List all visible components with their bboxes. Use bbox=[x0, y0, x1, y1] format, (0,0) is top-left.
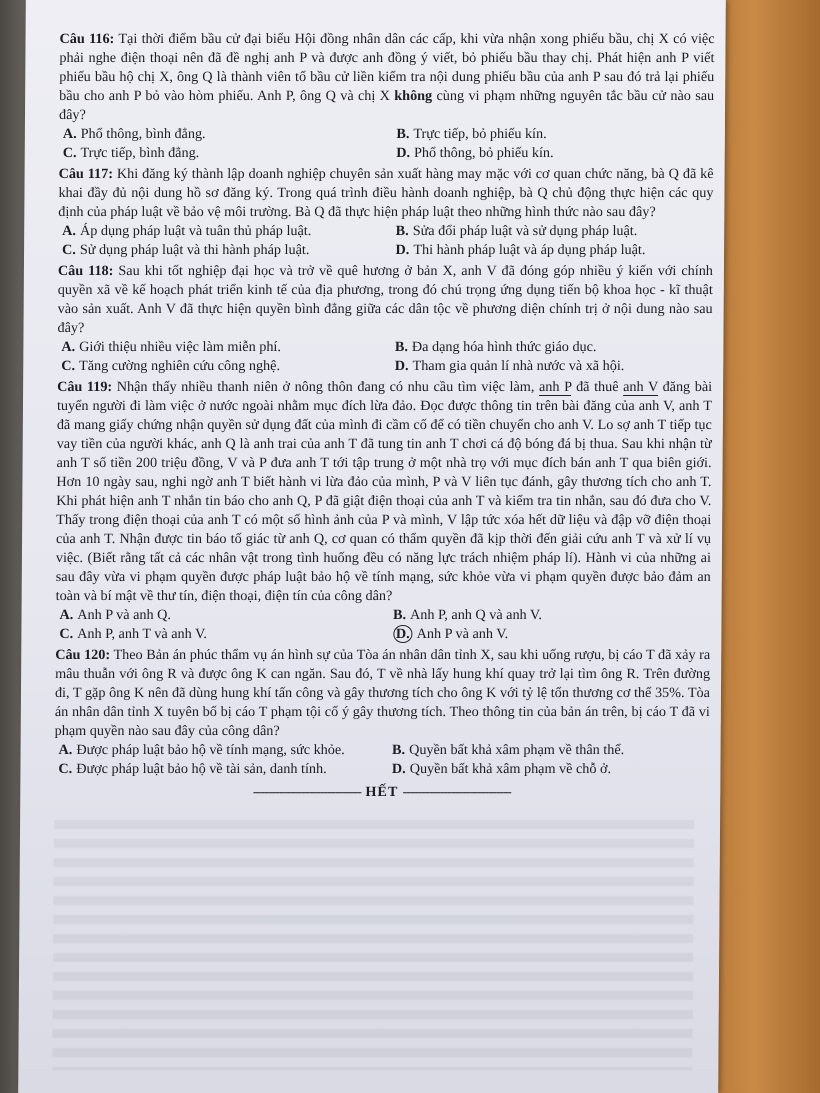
option-letter: C. bbox=[61, 358, 76, 374]
stem-text: Tại thời điểm bầu cử đại biểu Hội đồng nhân dân các cấp, khi vừa nhận xong phiếu bầu, chị X có việc phải nghe điện thoại nên đã đề nghị anh P và được anh đồng ý viết, bỏ phiếu bầu thay chị. Phát hiện anh P viết phiếu bầu hộ chị X, ông Q là thành viên tổ bầu cử liền kiểm tra nội dung phiếu bầu của anh P sau đó trả lại phiếu bầu cho anh P bỏ vào hòm phiếu. Anh P, ông Q và chị X bbox=[59, 31, 715, 104]
option-letter: C. bbox=[58, 761, 73, 777]
option-text: Sử dụng pháp luật và thi hành pháp luật. bbox=[79, 242, 310, 258]
exam-content bbox=[54, 30, 714, 802]
option-text: Tham gia quản lí nhà nước và xã hội. bbox=[412, 358, 625, 374]
stem-text: đăng bài tuyển người đi làm việc ở nước ngoài nhằm mục đích lừa đảo. Đọc được thông tin trên bài đăng của anh V, anh T đã mang giấy chứng nhận quyền sử dụng đất của mình đi cầm cố để có tiền chuyển cho anh V. Lo sợ anh T tiếp tục vay tiền của người khác, anh Q là anh trai của anh T đã tung tin anh T chơi cá độ bóng đá bị thua. Sau khi nhận từ anh T số tiền 200 triệu đồng, V và P đưa anh T tới tập trung ở một nhà trọ với mục đích bán anh T qua biên giới. Hơn 10 ngày sau, nghi ngờ anh T biết hành vi lừa đảo của mình, P và V liên tục đánh, gây thương tích cho anh T. Khi phát hiện anh T nhắn tin báo cho anh Q, P đã giật điện thoại của anh T và kiểm tra tin nhắn, sau đó đưa cho V. Thấy trong điện thoại của anh T có một số hình ảnh của P và mình, V lập tức xóa hết dữ liệu và đập vỡ điện thoại của anh T. Nhận được tin báo tố giác từ anh Q, cơ quan có thẩm quyền đã kịp thời đến giải cứu anh T và xử lí vụ việc. (Biết rằng tất cả các nhân vật trong tình huống đều có năng lực trách nhiệm pháp lí). Hành vi của những ai sau đây vừa vi phạm quyền được pháp luật bảo hộ về tính mạng, sức khỏe vừa vi phạm quyền được bảo đảm an toàn và bí mật về thư tín, điện thoại, điện tín của công dân? bbox=[55, 379, 713, 604]
question-number: Câu 118: bbox=[57, 263, 114, 279]
circled-answer-mark: D. bbox=[393, 625, 413, 643]
option-letter: C. bbox=[59, 626, 74, 642]
option-letter: D. bbox=[395, 242, 410, 258]
question-stem bbox=[58, 165, 713, 222]
option-letter: B. bbox=[396, 126, 410, 142]
question-stem bbox=[55, 646, 711, 741]
option-b bbox=[389, 606, 711, 625]
end-marker bbox=[54, 783, 709, 802]
option-letter: A. bbox=[62, 223, 77, 239]
stem-text: cùng vi phạm những nguyên tắc bầu cử nào sau đây? bbox=[58, 88, 715, 123]
question-118 bbox=[57, 262, 713, 376]
stem-text: đã thuê bbox=[571, 379, 624, 395]
exam-paper-sheet bbox=[18, 0, 726, 1093]
background-table-edge bbox=[710, 0, 820, 1093]
option-text: Sửa đổi pháp luật và sử dụng pháp luật. bbox=[412, 223, 638, 239]
show-through-text-reverse-side bbox=[52, 820, 694, 1070]
option-letter: D. bbox=[396, 145, 411, 161]
option-b bbox=[392, 222, 714, 241]
options bbox=[58, 222, 713, 260]
option-text: Được pháp luật bảo hộ về tính mạng, sức khỏe. bbox=[76, 742, 345, 758]
options bbox=[59, 125, 714, 163]
option-text: Trực tiếp, bỏ phiếu kín. bbox=[413, 126, 547, 142]
option-c bbox=[59, 144, 381, 163]
question-119 bbox=[55, 378, 712, 644]
option-letter: D. bbox=[391, 761, 406, 777]
option-c bbox=[58, 241, 380, 260]
option-text: Thi hành pháp luật và áp dụng pháp luật. bbox=[413, 242, 646, 258]
question-116 bbox=[59, 30, 715, 163]
option-d bbox=[392, 241, 714, 260]
option-text: Được pháp luật bảo hộ về tài sản, danh tính. bbox=[76, 761, 327, 777]
option-d bbox=[392, 144, 714, 163]
option-letter: A. bbox=[59, 607, 74, 623]
option-letter: B. bbox=[395, 223, 409, 239]
option-text: Giới thiệu nhiều việc làm miễn phí. bbox=[79, 339, 281, 355]
option-a bbox=[59, 125, 381, 144]
stem-text: Theo Bản án phúc thẩm vụ án hình sự của Tòa án nhân dân tỉnh X, sau khi uống rượu, bị cáo T đã xảy ra mâu thuẫn với ông R và được ông K can ngăn. Sau đó, T về nhà lấy hung khí quay trở lại tìm ông R. Trên đường đi, T gặp ông K nên đã dùng hung khí tấn công và gây thương tích cho ông K với tỷ lệ tổn thương cơ thể 35%. Tòa án nhân dân tỉnh X tuyên bố bị cáo T phạm tội cố ý gây thương tích. Theo thông tin của bản án trên, bị cáo T đã vi phạm quyền nào sau đây của công dân? bbox=[54, 647, 711, 739]
option-d bbox=[389, 625, 711, 644]
option-letter: A. bbox=[62, 126, 77, 142]
question-117 bbox=[58, 165, 714, 260]
option-text: Phổ thông, bình đẳng. bbox=[80, 126, 206, 142]
options bbox=[54, 741, 709, 779]
option-a bbox=[57, 338, 379, 357]
stem-text: Sau khi tốt nghiệp đại học và trở về quê hương ở bản X, anh V đã đóng góp nhiều ý kiến với chính quyền xã về kế hoạch phát triển kinh tế của địa phương, trong đó chú trọng ứng dụng tiến bộ khoa học - kĩ thuật vào sản xuất. Anh V đã thực hiện quyền bình đẳng giữa các dân tộc về phương diện chính trị ở nội dung nào sau đây? bbox=[57, 263, 713, 336]
question-number: Câu 116: bbox=[59, 31, 115, 47]
option-text: Anh P và anh V. bbox=[416, 626, 509, 642]
option-c bbox=[55, 625, 377, 644]
option-text: Phổ thông, bỏ phiếu kín. bbox=[413, 145, 554, 161]
question-stem bbox=[57, 262, 713, 338]
end-label: HẾT bbox=[365, 784, 399, 800]
option-letter: A. bbox=[61, 339, 76, 355]
end-dashes-right: ----------------------------- bbox=[402, 784, 511, 800]
question-number: Câu 119: bbox=[57, 379, 113, 395]
option-c bbox=[54, 760, 376, 779]
options bbox=[55, 606, 710, 644]
question-stem bbox=[59, 30, 715, 125]
option-letter: C. bbox=[62, 145, 77, 161]
options bbox=[57, 338, 712, 376]
option-a bbox=[55, 741, 377, 760]
option-b bbox=[388, 741, 710, 760]
option-text: Anh P, anh Q và anh V. bbox=[409, 607, 542, 623]
option-letter: D. bbox=[394, 358, 409, 374]
option-a bbox=[58, 222, 380, 241]
option-text: Đa dạng hóa hình thức giáo dục. bbox=[411, 339, 597, 355]
question-number: Câu 117: bbox=[58, 166, 114, 182]
option-letter: B. bbox=[392, 607, 407, 623]
option-b bbox=[392, 125, 714, 144]
option-text: Quyền bất khả xâm phạm về thân thể. bbox=[409, 742, 625, 758]
stem-emphasis: không bbox=[394, 88, 433, 104]
handwritten-underline: anh P bbox=[538, 379, 572, 395]
stem-text: Nhận thấy nhiều thanh niên ở nông thôn đang có nhu cầu tìm việc làm, bbox=[112, 379, 540, 395]
option-letter: A. bbox=[58, 742, 73, 758]
option-b bbox=[391, 338, 713, 357]
option-a bbox=[55, 606, 377, 625]
option-d bbox=[391, 357, 713, 376]
option-text: Áp dụng pháp luật và tuân thủ pháp luật. bbox=[79, 223, 312, 239]
option-c bbox=[57, 357, 379, 376]
option-text: Trực tiếp, bình đẳng. bbox=[80, 145, 200, 161]
option-text: Quyền bất khả xâm phạm về chỗ ở. bbox=[409, 761, 612, 777]
handwritten-underline: anh V bbox=[623, 379, 659, 395]
question-stem bbox=[56, 378, 713, 606]
option-letter: B. bbox=[392, 742, 406, 758]
end-dashes-left: ----------------------------- bbox=[252, 784, 361, 800]
option-letter: C. bbox=[62, 242, 76, 258]
option-d bbox=[388, 760, 710, 779]
option-text: Anh P, anh T và anh V. bbox=[77, 626, 208, 642]
stem-text: Khi đăng ký thành lập doanh nghiệp chuyên sản xuất hàng may mặc với cơ quan chức năng, bà Q đã kê khai đầy đủ nội dung hồ sơ đăng ký. Trong quá trình điều hành doanh nghiệp, bà Q chủ động thực hiện các quy định của pháp luật về bảo vệ môi trường. Bà Q đã thực hiện pháp luật theo những hình thức nào sau đây? bbox=[58, 166, 714, 220]
question-120 bbox=[54, 646, 710, 779]
option-text: Anh P và anh Q. bbox=[77, 607, 172, 623]
option-letter: B. bbox=[394, 339, 408, 355]
question-number: Câu 120: bbox=[55, 647, 111, 663]
option-text: Tăng cường nghiên cứu công nghệ. bbox=[79, 358, 281, 374]
